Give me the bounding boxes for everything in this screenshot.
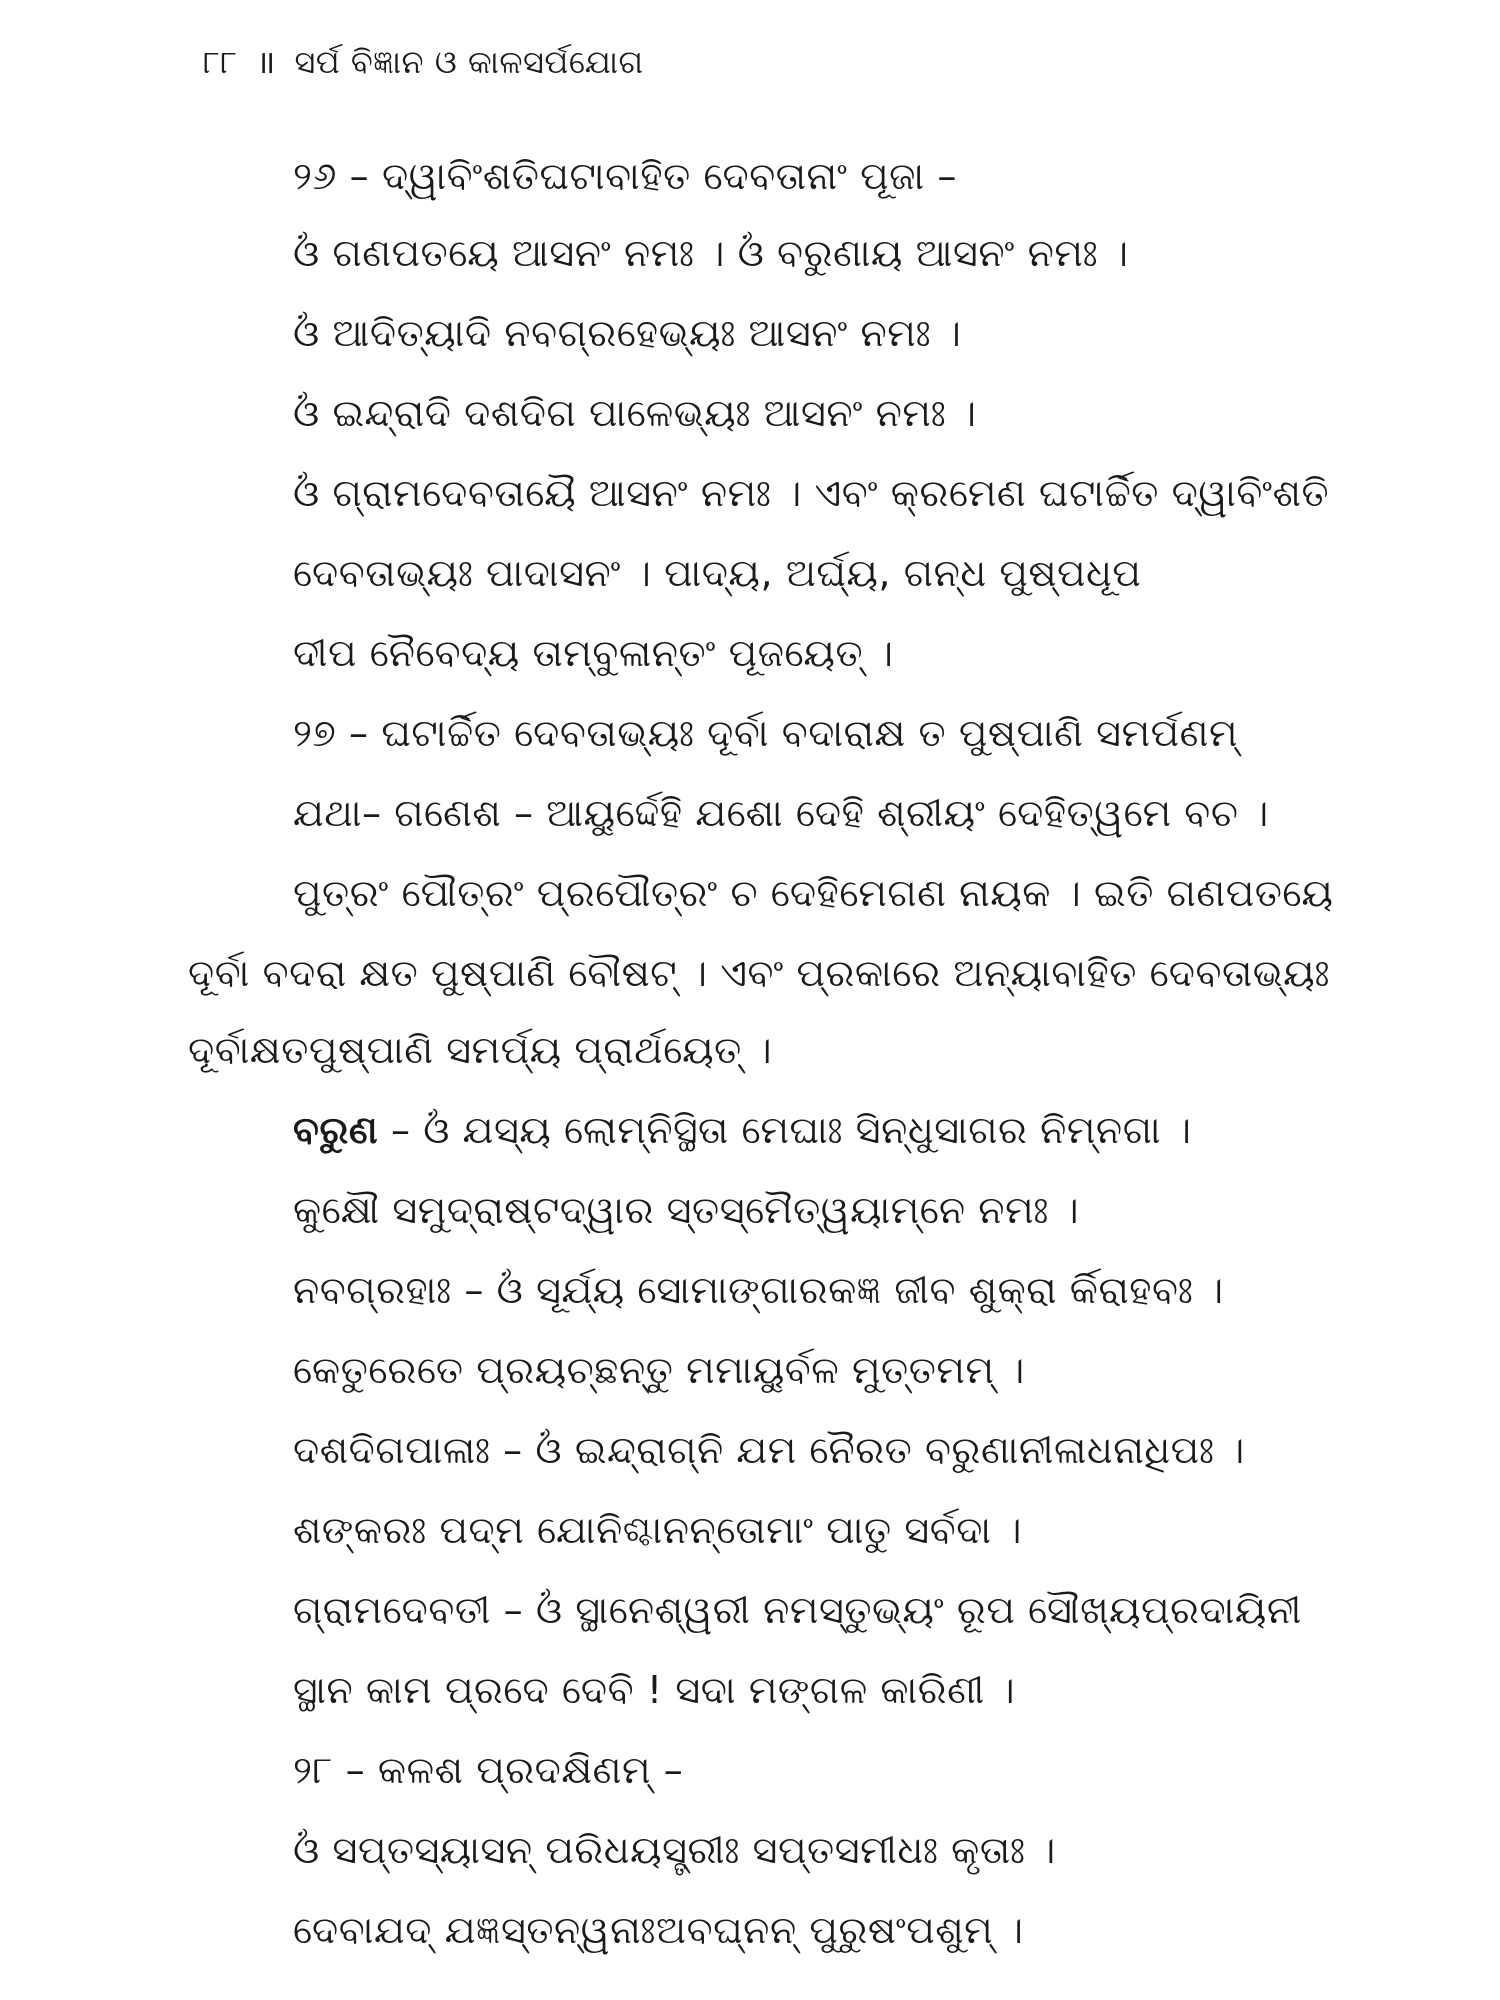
term-varuna: ବରୁଣ	[293, 1108, 379, 1152]
text-line: ଦୂର୍ବା ବଦରା କ୍ଷତ ପୁଷ୍ପାଣି ବୌଷଟ୍ । ଏବଂ ପ୍ରକାରେ ଅନ୍ୟାବାହିତ ଦେବତାଭ୍ୟଃ	[188, 951, 1331, 995]
text-line: ଓଁ ଗଣପତୟେ ଆସନଂ ନମଃ । ଓଁ ବରୁଣାୟ ଆସନଂ ନମଃ ।	[293, 231, 1129, 275]
text-line-varuna	[293, 1102, 1192, 1158]
running-header	[203, 38, 644, 86]
text-line: ନବଗ୍ରହାଃ – ଓଁ ସୂର୍ଯ୍ୟ ସୋମାଙ୍ଗାରକଜ୍ଞ ଜୀବ ଶୁକ୍ରା ର୍କିରାହବଃ ।	[293, 1268, 1224, 1312]
text-line: ପୁତ୍ରଂ ପୌତ୍ରଂ ପ୍ରପୌତ୍ରଂ ଚ ଦେହିମେଗଣ ନାୟକ । ଇତି ଗଣପତୟେ	[293, 871, 1334, 915]
text-line: ୨୭ – ଘଟାର୍ଚ୍ଚିତ ଦେବତାଭ୍ୟଃ ଦୂର୍ବା ବଦାରାକ୍ଷ ତ ପୁଷ୍ପାଣି ସମର୍ପଣମ୍	[293, 711, 1238, 755]
book-title: ସର୍ପ ବିଜ୍ଞାନ ଓ କାଳସର୍ପଯୋଗ	[294, 43, 644, 81]
text-line: ସ୍ଥାନ କାମ ପ୍ରଦେ ଦେବି ! ସଦା ମଙ୍ଗଳ କାରିଣୀ ।	[293, 1668, 1016, 1712]
text-line: ଓଁ ଗ୍ରାମଦେବତାୟୈ ଆସନଂ ନମଃ । ଏବଂ କ୍ରମେଣ ଘଟାର୍ଚ୍ଚିତ ଦ୍ୱାବିଂଶତି	[293, 471, 1330, 515]
text-line: ଓଁ ଇନ୍ଦ୍ରାଦି ଦଶଦିଗ ପାଳେଭ୍ୟଃ ଆସନଂ ନମଃ ।	[293, 391, 977, 435]
text-line: ଯଥା– ଗଣେଶ – ଆୟୁର୍ଦ୍ଦେହି ଯଶୋ ଦେହି ଶ୍ରୀୟଂ ଦେହିତ୍ୱମେ ବଚ ।	[293, 791, 1269, 835]
text-line: ଓଁ ସପ୍ତସ୍ୟାସନ୍ ପରିଧୟସ୍ତ୍ରୀଃ ସପ୍ତସମୀଧଃ କୃତାଃ ।	[293, 1828, 1056, 1872]
text-line: ଦେବାଯଦ୍ ଯଜ୍ଞସ୍ତନ୍ୱନାଃଅବଘ୍ନନ୍ ପୁରୁଷଂପଶୁମ୍ ।	[293, 1908, 1024, 1952]
text-line: ୨୮ – କଳଶ ପ୍ରଦକ୍ଷିଣମ୍ –	[293, 1748, 684, 1792]
text-line: କୁକ୍ଷୌ ସମୁଦ୍ରାଷ୍ଟଦ୍ୱାର ସ୍ତସ୍ମୈତ୍ୱୟାମ୍ନେ ନମଃ ।	[293, 1188, 1080, 1232]
text-line: ଦୂର୍ବାକ୍ଷତପୁଷ୍ପାଣି ସମର୍ପ୍ୟ ପ୍ରାର୍ଥୟେତ୍ ।	[188, 1028, 773, 1072]
text-line: ଦଶଦିଗପାଳାଃ – ଓଁ ଇନ୍ଦ୍ରାଗ୍ନି ଯମ ନୈରତ ବରୁଣାନୀଳାଧନାଧିପଃ ।	[293, 1428, 1245, 1472]
text-line: ଓଁ ଆଦିତ୍ୟାଦି ନବଗ୍ରହେଭ୍ୟଃ ଆସନଂ ନମଃ ।	[293, 311, 962, 355]
page-number: ୮୮	[203, 43, 238, 81]
text-line: ଗ୍ରାମଦେବତୀ – ଓଁ ସ୍ଥାନେଶ୍ୱରୀ ନମସ୍ତୁଭ୍ୟଂ ରୂପ ସୌଖ୍ୟପ୍ରଦାୟିନୀ	[293, 1588, 1302, 1632]
header-separator: ॥	[256, 43, 276, 81]
text-line: ଶଙ୍କରଃ ପଦ୍ମ ଯୋନିଶ୍ଚାନନ୍ତୋମାଂ ପାତୁ ସର୍ବଦା ।	[293, 1508, 1023, 1552]
text-line: ୨୬ – ଦ୍ୱାବିଂଶତିଘଟାବାହିତ ଦେବତାନାଂ ପୂଜା –	[293, 154, 957, 198]
text-line: ଦେବତାଭ୍ୟଃ ପାଦାସନଂ । ପାଦ୍ୟ, ଅର୍ଘ୍ୟ, ଗନ୍ଧ ପୁଷ୍ପଧୂପ	[293, 551, 1142, 595]
verse-text: – ଓଁ ଯସ୍ୟ ଲୋମ୍ନିସ୍ଥିତା ମେଘାଃ ସିନ୍ଧୁସାଗର ନିମ୍ନଗା ।	[390, 1108, 1192, 1152]
text-line: କେତୁରେତେ ପ୍ରୟଚ୍ଛନ୍ତୁ ମମାୟୁର୍ବଳ ମୁତ୍ତମମ୍ ।	[293, 1348, 1025, 1392]
text-line: ଦୀପ ନୈବେଦ୍ୟ ତାମ୍ବୁଳାନ୍ତଂ ପୂଜୟେତ୍ ।	[293, 631, 894, 675]
